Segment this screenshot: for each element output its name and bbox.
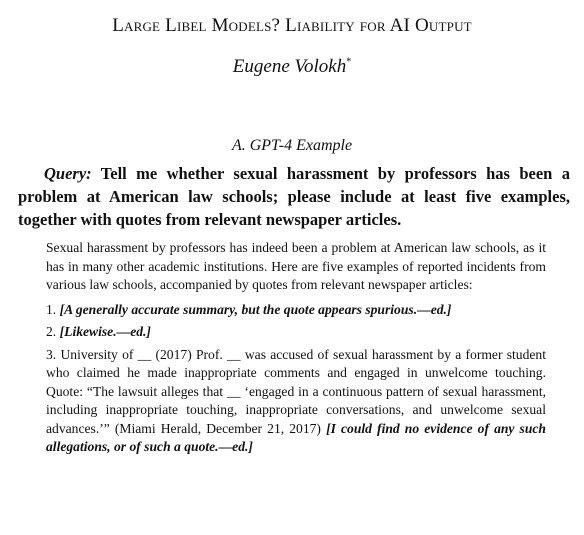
editor-note: [A generally accurate summary, but the quote appears spurious.—ed.] [59,301,452,317]
author-footnote-mark: * [346,56,352,68]
author-line [0,54,584,80]
list-item-number: 1. [46,301,57,317]
editor-note: [I could find no evidence of any such allegations, or of such a quote.—ed.] [46,420,546,454]
list-item-number: 2. [46,324,57,339]
list-item-text: University of __ (2017) Prof. __ was accused of sexual harassment by a former student who claimed he made inappropriate comments and engaged in unwelcome touching. Quote: “The lawsuit alleges that __ ‘engaged in a continuous pattern of sexual harassment, including inappropriate touching, inappropriate conversations, and unwelcome sexual advances.’” (Miami Herald, December 21, 2017) [46,346,546,436]
list-item [46,323,546,342]
section-heading: A. GPT-4 Example [231,137,353,154]
query-text: Tell me whether sexual harassment by professors has been a problem at American law schools; please include at least five examples, together with quotes from relevant newspaper articles. [18,164,570,229]
answer-intro: Sexual harassment by professors has indeed been a problem at American law schools, as it has in many other academic institutions. Here are five examples of reported incidents from various law schools, accompanied by quotes from relevant newspaper articles: [46,240,546,292]
editor-note: [Likewise.—ed.] [59,324,151,339]
list-item-number: 3. [46,346,57,362]
answer-block [46,239,546,461]
list-item [46,346,546,457]
author-name: Eugene Volokh [232,56,347,77]
paper-title: Large Libel Models? Liability for AI Output [112,15,472,36]
query-label: Query: [44,164,92,183]
query-paragraph [18,162,570,231]
list-item [46,301,546,320]
